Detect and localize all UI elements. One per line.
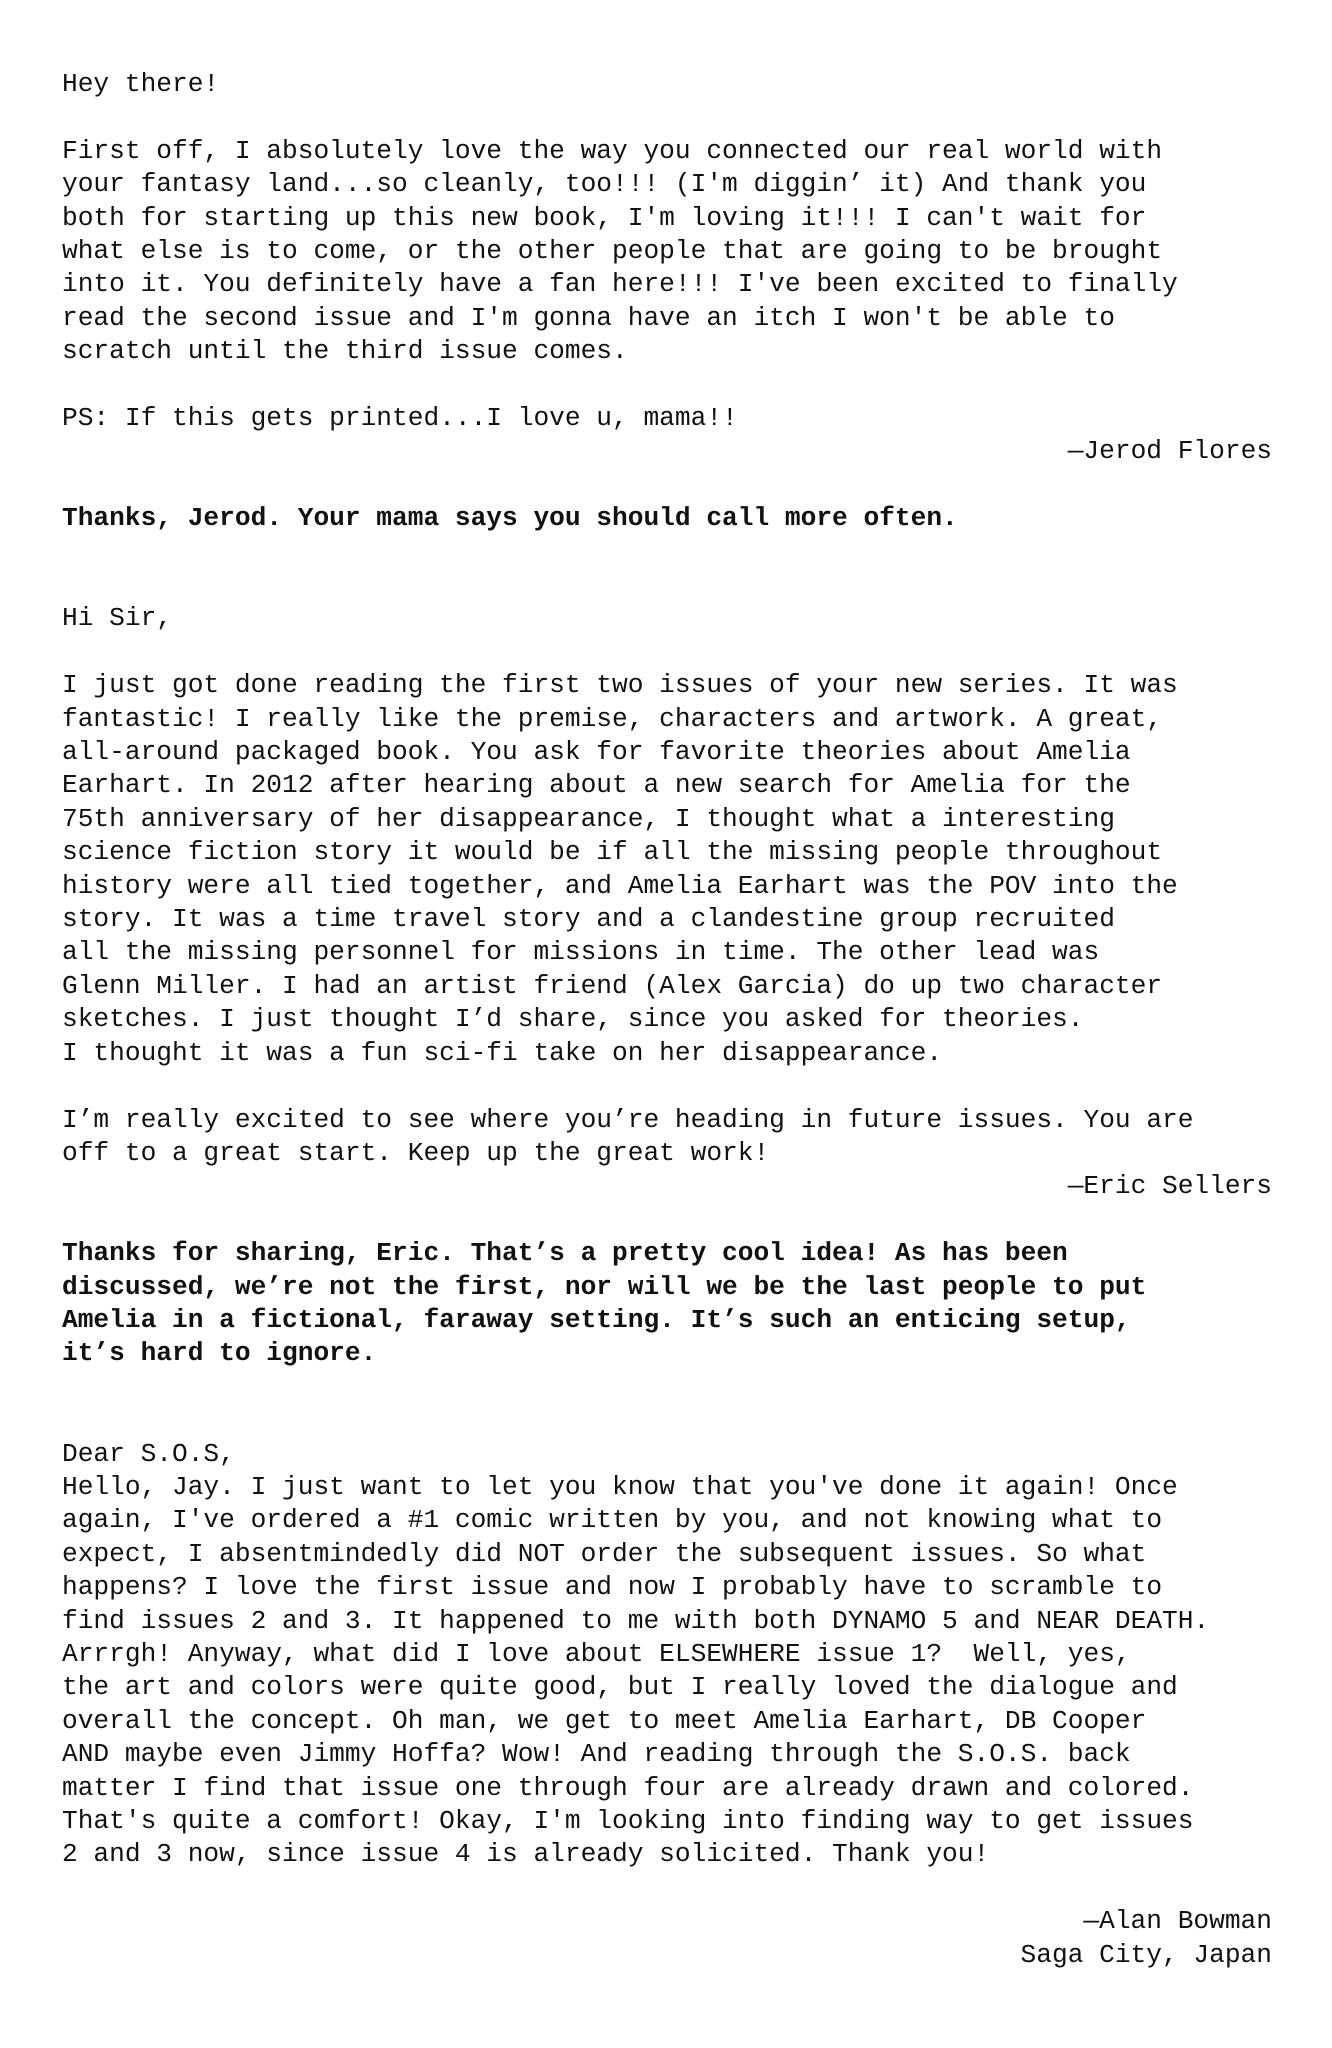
letter-jerod [62, 68, 1272, 536]
letter-greeting: Hi Sir, [62, 603, 173, 634]
letter-greeting: Hey there! [62, 69, 220, 99]
letter-alan [62, 1438, 1272, 1972]
letter-greeting: Dear S.O.S, [62, 1438, 235, 1469]
letter-signature: —Eric Sellers [1067, 1171, 1272, 1202]
letter-body-paragraph: First off, I absolutely love the way you connected our real world with your fantasy land...so cleanly, too!!! (I'm diggin’ it) And thank you both for starting up this new book, I'm loving it!!! I can't wait for what else is to come, or the other people that are going to be brought into it. You definitely have a fan here!!! I've been excited to finally read the second issue and I'm gonna have an itch I won't be able to scratch until the third issue comes. [62, 135, 1178, 367]
letter-signature: —Jerod Flores [1067, 436, 1272, 467]
letters-page [62, 68, 1272, 1972]
letter-signature: —Alan Bowman [1083, 1906, 1272, 1937]
letter-body-paragraph: I’m really excited to see where you’re heading in future issues. You are off to a great start. Keep up the great work! [62, 1104, 1194, 1168]
editor-reply: Thanks, Jerod. Your mama says you should call more often. [62, 503, 958, 534]
letter-postscript: PS: If this gets printed...I love u, mama!! [62, 403, 738, 434]
letter-eric [62, 602, 1272, 1370]
letter-body-paragraph: Hello, Jay. I just want to let you know that you've done it again! Once again, I've ordered a #1 comic written by you, and not knowing what to expect, I absentmindedly did NOT order the subsequent issues. So what happens? I love the first issue and now I probably have to scramble to find issues 2 and 3. It happened to me with both DYNAMO 5 and NEAR DEATH. Arrrgh! Anyway, what did I love about ELSEWHERE issue 1? Well, yes, the art and colors were quite good, but I really loved the dialogue and overall the concept. Oh man, we get to meet Amelia Earhart, DB Cooper AND maybe even Jimmy Hoffa? Wow! And reading through the S.O.S. back matter I find that issue one through four are already drawn and colored. That's quite a comfort! Okay, I'm looking into finding way to get issues 2 and 3 now, since issue 4 is already solicited. Thank you! [62, 1471, 1210, 1870]
letter-body-paragraph: I just got done reading the first two issues of your new series. It was fantastic! I really like the premise, characters and artwork. A great, all-around packaged book. You ask for favorite theories about Amelia Earhart. In 2012 after hearing about a new search for Amelia for the 75th anniversary of her disappearance, I thought what a interesting science fiction story it would be if all the missing people throughout history were all tied together, and Amelia Earhart was the POV into the story. It was a time travel story and a clandestine group recruited all the missing personnel for missions in time. The other lead was Glenn Miller. I had an artist friend (Alex Garcia) do up two character sketches. I just thought I’d share, since you asked for theories. I thought it was a fun sci-fi take on her disappearance. [62, 670, 1178, 1068]
editor-reply: Thanks for sharing, Eric. That’s a pretty cool idea! As has been discussed, we’re not the first, nor will we be the last people to put Amelia in a fictional, faraway setting. It’s such an enticing setup, it’s hard to ignore. [62, 1238, 1147, 1369]
letter-location: Saga City, Japan [1020, 1939, 1272, 1970]
